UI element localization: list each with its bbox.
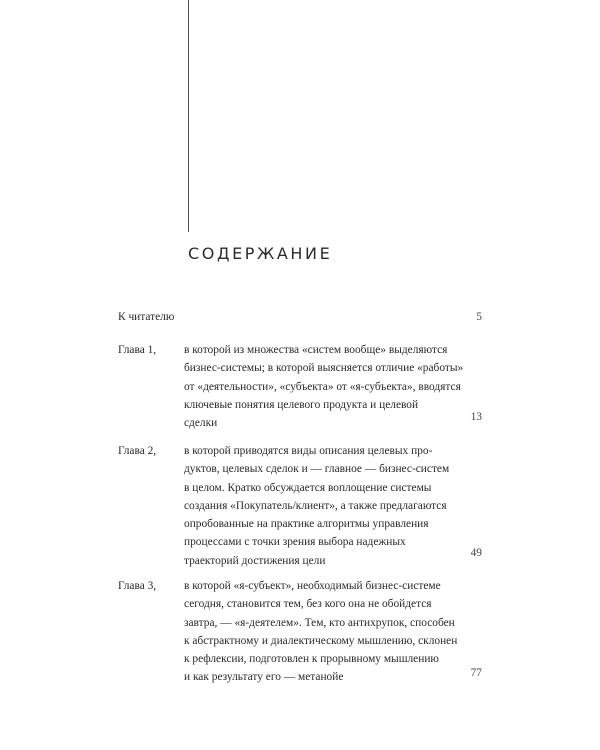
description-line: завтра, — «я-деятелем». Тем, кто антихрупок, способен bbox=[184, 616, 455, 629]
toc-entry-label: Глава 1, bbox=[118, 344, 157, 356]
page-title: СОДЕРЖАНИЕ bbox=[188, 244, 333, 263]
toc-page-number: 49 bbox=[470, 547, 482, 559]
description-line: ключевые понятия целевого продукта и целевой bbox=[184, 398, 419, 411]
description-line: в которой приводятся виды описания целевых про- bbox=[184, 445, 433, 457]
toc-entry-label: Глава 3, bbox=[118, 580, 157, 592]
toc-entry-label: Глава 2, bbox=[118, 445, 157, 457]
description-line: и как результату его — метанойе bbox=[184, 671, 344, 684]
description-line: от «деятельности», «субъекта» от «я-субъекта», вводятся bbox=[184, 380, 461, 393]
toc-page-number: 5 bbox=[476, 311, 482, 323]
toc-entry-label: К читателю bbox=[118, 311, 175, 323]
description-line: траекторий достижения цели bbox=[184, 554, 326, 567]
description-line: сделки bbox=[184, 417, 218, 430]
toc-entry-description bbox=[184, 341, 464, 432]
description-line: в целом. Кратко обсуждается воплощение системы bbox=[184, 481, 432, 494]
description-line: опробованные на практике алгоритмы управления bbox=[184, 518, 429, 531]
description-line: создания «Покупатель/клиент», а также предлагаются bbox=[184, 499, 447, 512]
description-line: в которой «я-субъект», необходимый бизнес-системе bbox=[184, 580, 441, 592]
description-line: сегодня, становится тем, без кого она не обойдется bbox=[184, 598, 432, 611]
description-line: дуктов, целевых сделок и — главное — бизнес-систем bbox=[184, 463, 450, 476]
toc-page-number: 13 bbox=[470, 411, 482, 423]
description-line: процессами с точки зрения выбора надежных bbox=[184, 536, 406, 549]
description-line: бизнес-системы; в которой выясняется отличие «работы» bbox=[184, 362, 464, 375]
toc-entry-description bbox=[184, 442, 450, 570]
toc-entry-description bbox=[184, 577, 458, 687]
description-line: в которой из множества «систем вообще» выделяются bbox=[184, 344, 448, 356]
toc-page-number: 77 bbox=[470, 667, 482, 679]
description-line: к абстрактному и диалектическому мышлению, склонен bbox=[184, 634, 458, 647]
description-line: к рефлексии, подготовлен к прорывному мышлению bbox=[184, 653, 439, 666]
vertical-rule bbox=[188, 0, 189, 232]
